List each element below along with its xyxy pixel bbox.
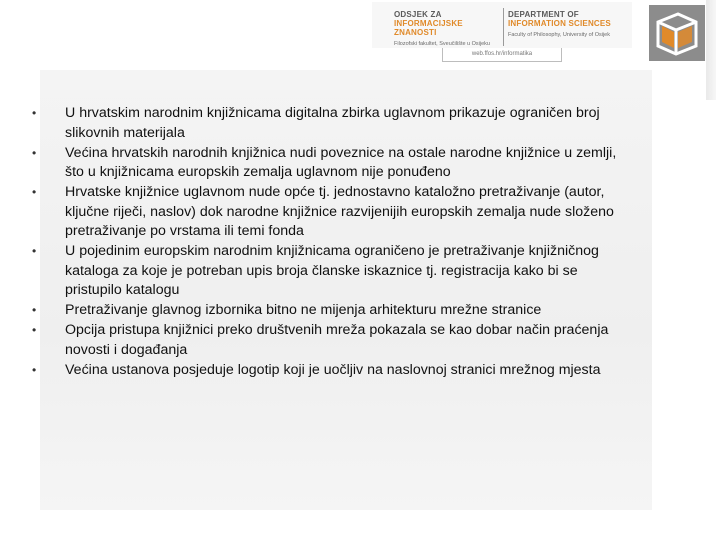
department-url: web.ffos.hr/informatika [442,48,562,62]
dept-hr-line1: ODSJEK ZA [394,10,442,19]
list-item [28,301,618,321]
list-item [28,144,618,183]
bullet-text: Opcija pristupa knjižnici preko društvenih mreža pokazala se kao dobar način praćenja novosti i događanja [65,322,609,358]
bullet-text: Većina hrvatskih narodnih knjižnica nudi poveznice na ostale narodne knjižnice u zemlji, što u knjižnicama europskih zemalja uglavnom nije ponuđeno [65,144,617,180]
bullet-marker: • [32,244,37,258]
bullet-marker: • [32,106,37,120]
list-item [28,242,618,301]
bullet-list [28,104,618,381]
dept-hr-line3: Filozofski fakultet, Sveučilište u Osijeku [394,41,490,47]
list-item [28,104,618,143]
list-item [28,361,618,381]
bullet-text: U hrvatskim narodnim knjižnicama digitalna zbirka uglavnom prikazuje ograničen broj slikovnih materijala [65,105,600,141]
bullet-marker: • [32,362,37,377]
bullet-marker: • [32,323,37,337]
cube-logo-icon [648,4,706,62]
bullet-marker: • [32,185,37,199]
bullet-marker: • [32,303,37,317]
header-divider [503,8,504,46]
list-item [28,321,618,360]
bullet-text: Većina ustanova posjeduje logotip koji je uočljiv na naslovnoj stranici mrežnog mjesta [65,361,601,378]
bullet-text: Hrvatske knjižnice uglavnom nude opće tj. jednostavno kataložno pretraživanje (autor, ključne riječi, naslov) dok narodne knjižnice razvijenijih europskih zemalja nude složeno pretraživanje po vrstama ili temi fonda [65,184,614,239]
dept-hr-line2: INFORMACIJSKE ZNANOSTI [394,19,463,37]
bullet-marker: • [32,145,37,160]
bullet-text: U pojedinim europskim narodnim knjižnicama ograničeno je pretraživanje knjižničnog kataloga za koje je potreban upis broja članske iskaznice tj. registracija kako bi se pristupilo katalogu [65,243,599,298]
dept-en-line3: Faculty of Philosophy, University of Osijek [508,32,610,38]
dept-en-line2: INFORMATION SCIENCES [508,19,611,28]
dept-en-line1: DEPARTMENT OF [508,10,579,19]
department-name-english [508,10,634,39]
department-name-croatian [394,10,502,48]
department-header [372,0,720,66]
bullet-text: Pretraživanje glavnog izbornika bitno ne mijenja arhitekturu mrežne stranice [65,302,542,318]
list-item [28,183,618,242]
